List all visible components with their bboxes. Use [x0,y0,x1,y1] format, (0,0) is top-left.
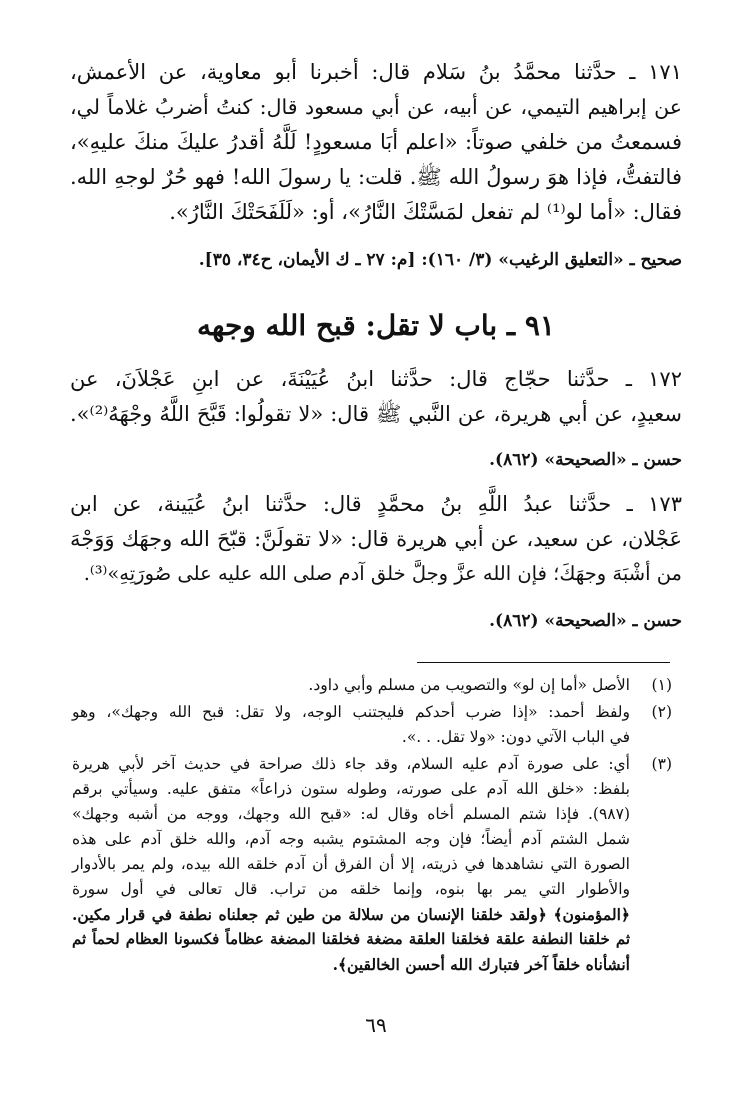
footnote-quran-line: أنشأناه خلقاً آخر فتبارك الله أحسن الخالقين﴾. [332,955,630,974]
footnote-line: بلفظ: «خلق الله آدم على صورته، وطوله ستون ذراعاً» متفق عليه. وسيأتي برقم [72,780,630,798]
hadith-173-line: عَجْلان، عن سعيد، عن أبي هريرة قال: «لا تقولَنَّ: قبّحَ الله وجهَك وَوَجْهَ [70,527,682,551]
hadith-171-line: ١٧١ ـ حدَّثنا محمَّدُ بنُ سَلام قال: أخبرنا أبو معاوية، عن الأعمش، [70,60,682,84]
footnote-line: شمل الشتم آدم أيضاً؛ فإن وجه المشتوم يشبه وجه آدم، والله خلق آدم على هذه [72,830,630,848]
hadith-171-line: فقال: «أما لو⁽¹⁾ لم تفعل لمَسَّتْكَ النَّارُ»، أو: «لَلَفَحَتْكَ النَّارُ». [169,200,682,224]
hadith-173-grade: حسن ـ «الصحيحة» (٨٦٢). [489,611,682,631]
hadith-171-line: فالتفتُّ، فإذا هوَ رسولُ الله ﷺ. قلت: يا رسولَ الله! فهو حُرٌ لوجهِ الله. [70,165,682,189]
hadith-173-line: من أشْبَهَ وجهَكَ؛ فإن الله عزَّ وجلَّ خلق آدم صلى الله عليه على صُورَتِهِ»⁽³⁾. [83,562,682,585]
hadith-171-line: عن إبراهيم التيمي، عن أبيه، عن أبي مسعود قال: كنتُ أضربُ غلاماً لي، [70,95,682,119]
page-number: ٦٩ [365,1013,387,1037]
footnote-line: الأصل «أما إن لو» والتصويب من مسلم وأبي داود. [308,676,630,694]
hadith-171-line: فسمعتُ من خلفي صوتاً: «اعلم أبَا مسعودٍ! لَلَّهُ أقدرُ عليكَ منكَ عليهِ»، [70,130,682,154]
hadith-172-line: سعيدٍ، عن أبي هريرة، عن النَّبي ﷺ قال: «لا تقولُوا: قَبَّحَ اللَّهُ وجْهَهُ⁽²⁾». [70,402,682,426]
hadith-172-line: ١٧٢ ـ حدَّثنا حجّاج قال: حدَّثنا ابنُ عُيَيْنَةَ، عن ابنِ عَجْلاَنَ، عن [70,367,682,391]
footnote-quran-line: ﴿المؤمنون﴾ ﴿ولقد خلقنا الإنسان من سلالة من طين ثم جعلناه نطفة في قرار مكين. [72,905,630,924]
footnote-line: أي: على صورة آدم عليه السلام، وقد جاء ذلك صراحة في حديث آخر لأبي هريرة [72,755,630,773]
hadith-171-grade: صحيح ـ «التعليق الرغيب» (٣/ ١٦٠): [م: ٢٧ ـ ك الأيمان، ح٣٤، ٣٥]. [198,250,682,270]
footnote-line: (٩٨٧). فإذا شتم المسلم أخاه وقال له: «قبح الله وجهك، ووجه من أشبه وجهك» [72,805,630,823]
footnote-number: (٣) [651,755,672,773]
footnote-line: والأطوار التي يمر بها بنوه، وإنما خلقه من تراب. قال تعالى في أول سورة [72,880,630,898]
footnote-number: (٢) [651,703,672,721]
hadith-172-grade: حسن ـ «الصحيحة» (٨٦٢). [489,450,682,470]
footnote-line: في الباب الآتي دون: «ولا تقل. . .». [401,728,630,746]
footnote-separator [417,662,670,663]
footnote-number: (١) [651,676,672,694]
footnote-line: الصورة التي نشاهدها في ذريته، إلا أن الفرق أن آدم خلقه الله بيده، ولم يمر بالأدوار [72,855,630,873]
footnote-line: ولفظ أحمد: «إذا ضرب أحدكم فليجتنب الوجه، ولا تقل: قبح الله وجهك»، وهو [72,703,630,721]
hadith-173-line: ١٧٣ ـ حدَّثنا عبدُ اللَّهِ بنُ محمَّدٍ قال: حدَّثنا ابنُ عُيَينة، عن ابن [70,492,682,516]
chapter-heading: ٩١ ـ باب لا تقل: قبح الله وجهه [197,309,555,342]
footnote-quran-line: ثم خلقنا النطفة علقة فخلقنا العلقة مضغة فخلقنا المضغة عظاماً فكسونا العظام لحماً ثم [72,930,630,948]
